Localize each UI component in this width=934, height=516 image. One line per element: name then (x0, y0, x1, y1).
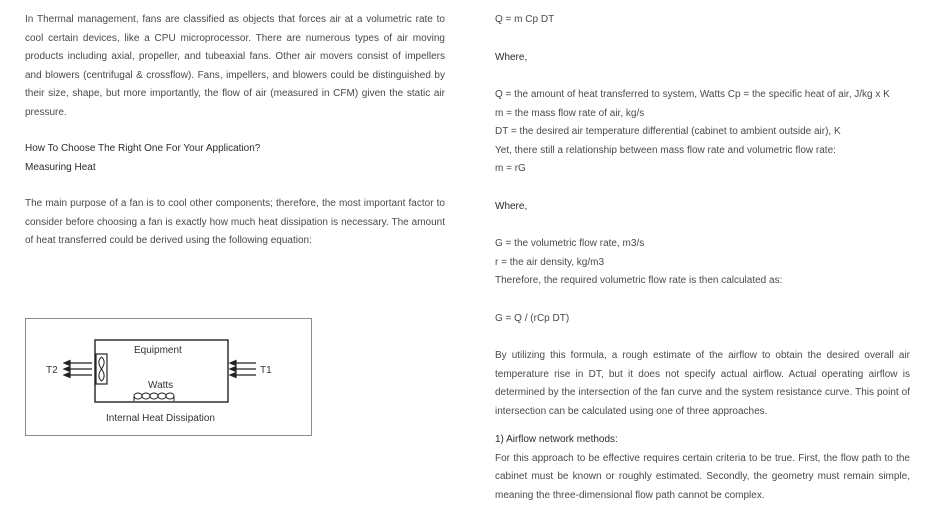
heating-coil-icon (134, 393, 174, 401)
outflow-arrows-icon (64, 361, 92, 378)
right-column (495, 11, 910, 505)
where-label: Where, (495, 200, 528, 212)
equation-heat: Q = m Cp DT (495, 14, 555, 25)
equation-mass-flow: m = rG (495, 163, 526, 174)
heat-dissipation-figure (25, 318, 312, 436)
watts-label: Watts (148, 380, 174, 391)
inflow-arrows-icon (230, 361, 256, 378)
equation-volumetric: G = Q / (rCp DT) (495, 312, 570, 324)
formula-paragraph: By utilizing this formula, a rough estimate of the airflow to obtain the desired overall air temperature rise in DT, but it does not specify actual airflow. Actual operating airflow is determined by the intersection of the fan curve and the system resistance curve. This point of intersection can be calculated using one of three approaches. (495, 350, 910, 417)
definition-g: G = the volumetric flow rate, m3/s (495, 238, 645, 249)
definition-dt: DT = the desired air temperature differential (cabinet to ambient outside air), K (495, 126, 841, 137)
t1-label: T1 (260, 365, 272, 376)
definition-m: m = the mass flow rate of air, kg/s (495, 107, 645, 119)
airflow-network-paragraph: For this approach to be effective requires certain criteria to be true. First, the flow path to the cabinet must be known or roughly estimated. Secondly, the geometry must remain simple, meaning the three-dimensional flow path cannot be complex. (495, 452, 910, 501)
section-heading: How To Choose The Right One For Your Application? (25, 143, 261, 154)
figure-caption: Internal Heat Dissipation (106, 413, 215, 424)
t2-label: T2 (46, 365, 58, 376)
subsection-heading: Measuring Heat (25, 161, 96, 173)
therefore-text: Therefore, the required volumetric flow rate is then calculated as: (495, 275, 783, 286)
heat-paragraph: The main purpose of a fan is to cool other components; therefore, the most important factor to consider before choosing a fan is exactly how much heat dissipation is necessary. The amount of heat transferred could be derived using the following equation: (25, 198, 445, 246)
airflow-network-heading: 1) Airflow network methods: (495, 434, 618, 445)
definition-q-cp: Q = the amount of heat transferred to system, Watts Cp = the specific heat of air, J/kg x K (495, 89, 890, 100)
where-label: Where, (495, 51, 528, 63)
left-column (25, 11, 445, 251)
definition-r: r = the air density, kg/m3 (495, 256, 605, 268)
intro-paragraph: In Thermal management, fans are classified as objects that forces air at a volumetric rate to cool certain devices, like a CPU microprocessor. There are numerous types of air moving products including axial, propeller, and tubeaxial fans. Other air movers consist of impellers and blowers (centrifugal & crossflow). Fans, impellers, and blowers could be distinguished by their size, shape, but more importantly, the flow of air (measured in CFM) given the static air pressure. (25, 14, 445, 118)
relationship-text: Yet, there still a relationship between mass flow rate and volumetric flow rate: (495, 144, 836, 156)
heat-dissipation-diagram (26, 319, 313, 437)
equipment-label: Equipment (134, 345, 182, 356)
